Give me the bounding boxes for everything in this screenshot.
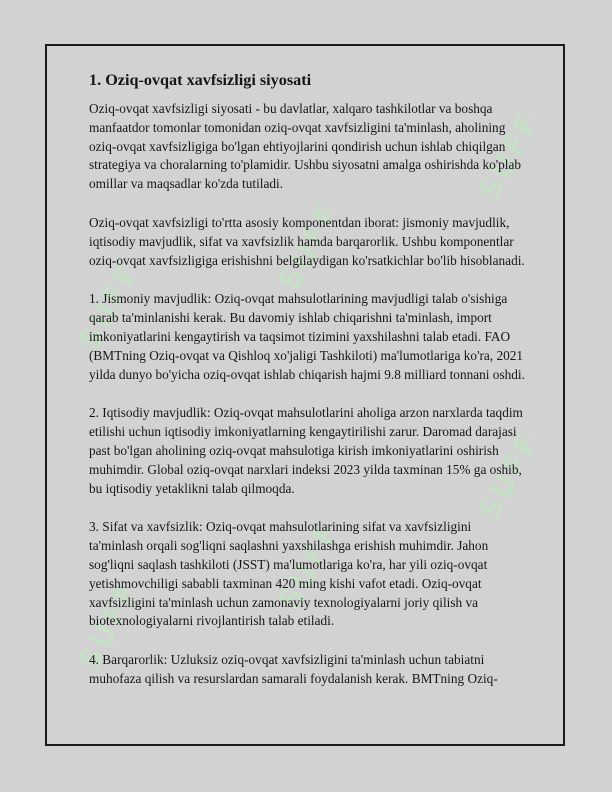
watermark-text: SUFF <box>272 516 348 617</box>
watermark-text: SUFF <box>472 106 548 207</box>
watermark-text: SUFF <box>472 426 548 527</box>
paragraph: 4. Barqarorlik: Uzluksiz oziq-ovqat xavfsizligini ta'minlash uchun tabiatni muhofaza qilish va resurslardan samarali foydalanish kerak. BMTning Oziq- <box>89 652 498 686</box>
watermark-text: SUFF <box>272 196 348 297</box>
paragraph: Oziq-ovqat xavfsizligi siyosati - bu davlatlar, xalqaro tashkilotlar va boshqa manfaatdor tomonlar tomonidan oziq-ovqat xavfsizligini ta'minlash, aholining oziq-ovqat xavfsizligiga bo'lgan ehtiyojlarini qondirish uchun ishlab chiqilgan strategiya va choralarning to'plamidir. Ushbu siyosatni amalga oshirishda ko'plab omillar va maqsadlar ko'zda tutiladi. <box>89 101 522 192</box>
paragraph: 2. Iqtisodiy mavjudlik: Oziq-ovqat mahsulotlarini aholiga arzon narxlarda taqdim etilishi uchun iqtisodiy imkoniyatlarning kengaytirilishi zarur. Daromad darajasi past bo'lgan aholining oziq-ovqat mahsulotiga kirish imkoniyatlarini oshirish muhimdir. Global oziq-ovqat narxlari indeksi 2023 yilda taxminan 15% ga oshib, bu iqtisodiy yetaklikni talab qilmoqda. <box>89 405 523 496</box>
watermark-text: SUFF <box>72 576 148 677</box>
watermark-text: SUFF <box>72 256 148 357</box>
paragraph: 3. Sifat va xavfsizlik: Oziq-ovqat mahsulotlarining sifat va xavfsizligini ta'minlash orqali sog'liqni saqlashni yaxshilashga erishish muhimdir. Jahon sog'liqni saqlash tashkiloti (JSST) ma'lumotlariga ko'ra, har yili oziq-ovqat yetishmovchiligi sababli taxminan 420 ming kishi vafot etadi. Oziq-ovqat xavfsizligini ta'minlash uchun zamonaviy texnologiyalarni joriy qilish va biotexnologiyalarni rivojlantirish talab etiladi. <box>89 519 489 629</box>
paragraph: Oziq-ovqat xavfsizligi to'rtta asosiy komponentdan iborat: jismoniy mavjudlik, iqtisodiy mavjudlik, sifat va xavfsizlik hamda barqarorlik. Ushbu komponentlar oziq-ovqat xavfsizligiga erishishni belgilaydigan ko'rsatkichlar bo'lib hisoblanadi. <box>89 214 525 268</box>
document-body <box>89 70 527 709</box>
paragraph: 1. Jismoniy mavjudlik: Oziq-ovqat mahsulotlarining mavjudligi talab o'sishiga qarab ta'minlanishi kerak. Bu davomiy ishlab chiqarishni ta'minlash, import imkoniyatlarini kengaytirish va taqsimot tizimini yaxshilashni talab etadi. FAO (BMTning Oziq-ovqat va Qishloq xo'jaligi Tashkiloti) ma'lumotlariga ko'ra, 2021 yilda dunyo bo'yicha oziq-ovqat ishlab chiqarish hajmi 9.8 milliard tonnani oshdi. <box>89 291 525 382</box>
section-heading: 1. Oziq-ovqat xavfsizligi siyosati <box>89 71 312 89</box>
